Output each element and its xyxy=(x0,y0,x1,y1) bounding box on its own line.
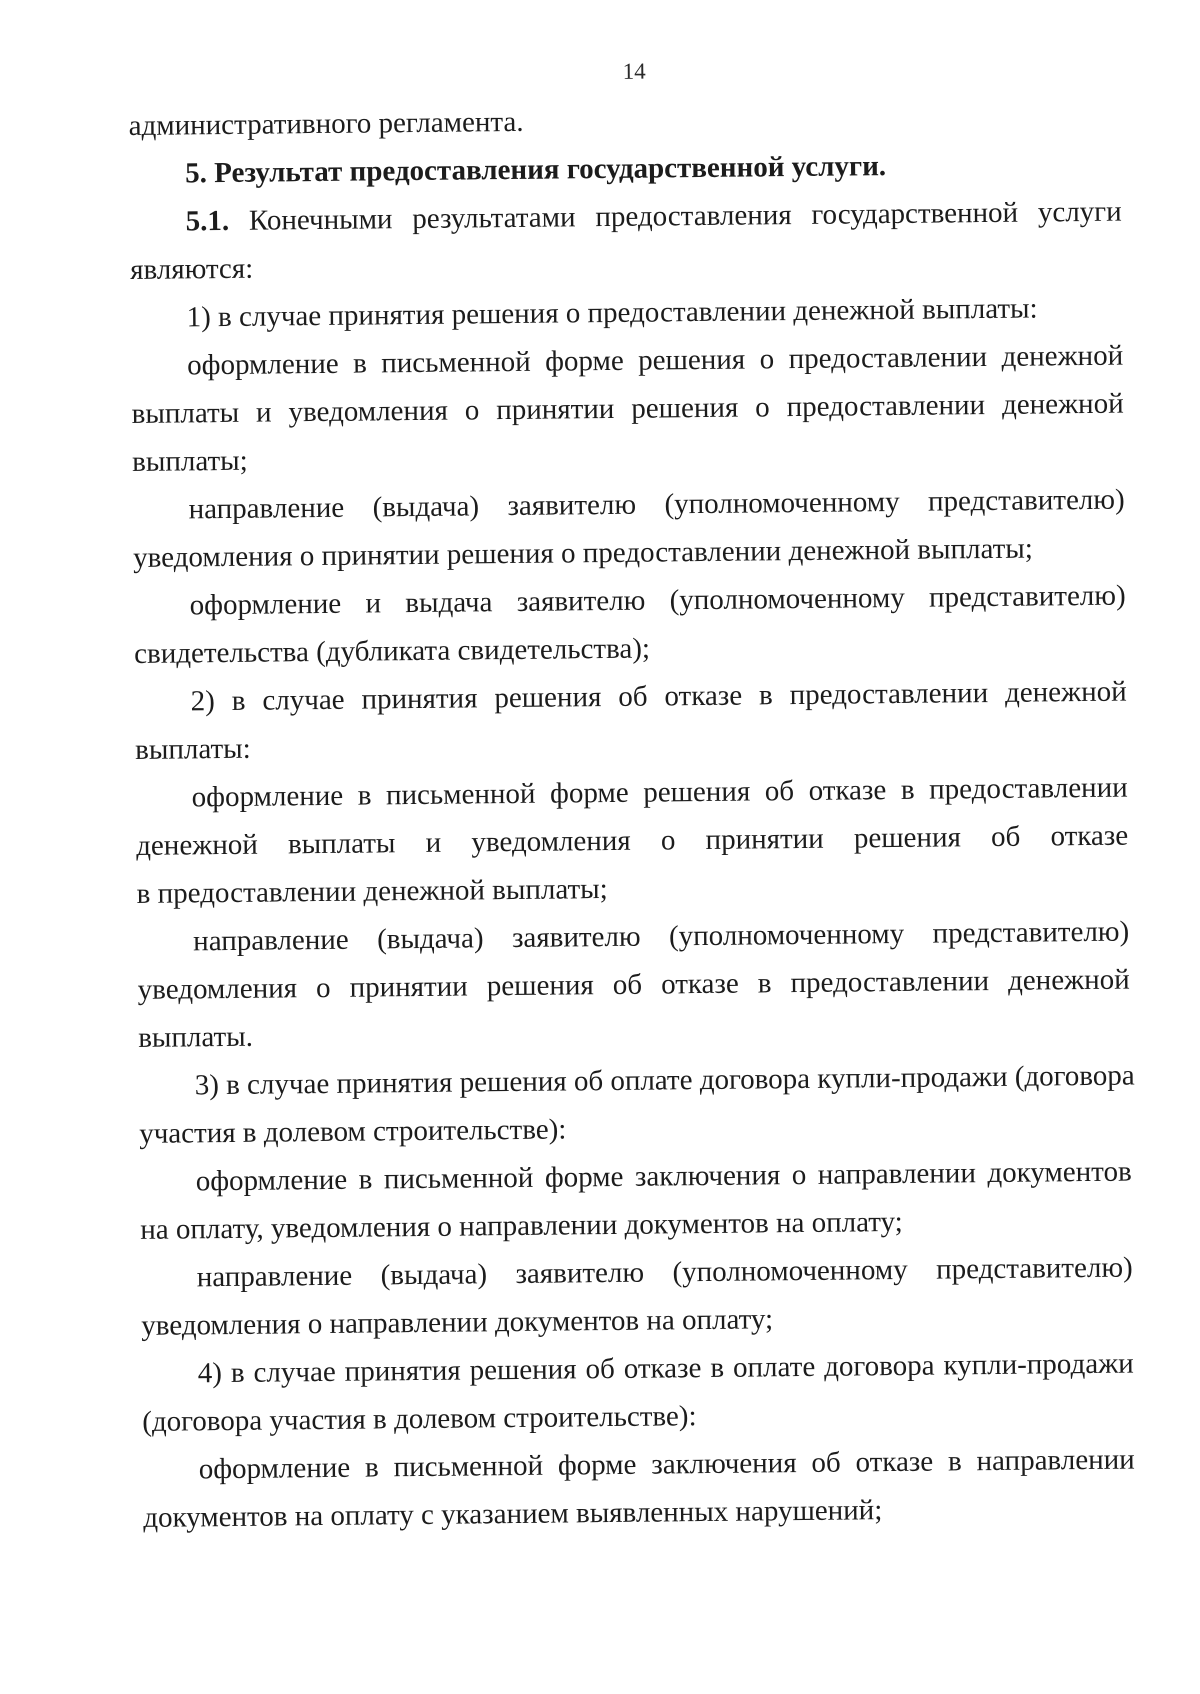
text-line: оформление в письменной форме заключения об отказе в направлении xyxy=(198,1443,1135,1486)
list-item-heading: 1) в случае принятия решения о предоставлении денежной выплаты: xyxy=(186,292,1038,334)
list-item-heading: 2) в случае принятия решения об отказе в предоставлении денежной xyxy=(190,675,1127,718)
subsection-number: 5.1. xyxy=(185,204,230,238)
text-line: документов на оплату с указанием выявленных нарушений; xyxy=(143,1494,883,1534)
section-heading: 5. Результат предоставления государственной услуги. xyxy=(185,150,887,190)
text-line: выплаты; xyxy=(132,444,248,478)
text-line: уведомления о принятии решения о предоставлении денежной выплаты; xyxy=(133,532,1033,574)
text-line: выплаты. xyxy=(138,1020,254,1054)
text-line: на оплату, уведомления о направлении документов на оплату; xyxy=(140,1205,903,1246)
text-line: оформление в письменной форме решения об отказе в предоставлении xyxy=(191,771,1128,814)
document-body xyxy=(128,52,1135,1542)
text-line: направление (выдача) заявителю (уполномоченному представителю) xyxy=(196,1251,1133,1294)
text-line: уведомления о направлении документов на оплату; xyxy=(141,1303,774,1342)
text-line: денежной выплаты и уведомления о принятии решения об отказе xyxy=(136,819,1129,862)
text-line: (договора участия в долевом строительстве): xyxy=(142,1400,697,1438)
text-line: свидетельства (дубликата свидетельства); xyxy=(134,632,651,670)
text-line: оформление в письменной форме заключения о направлении документов xyxy=(195,1155,1132,1198)
text-line: направление (выдача) заявителю (уполномоченному представителю) xyxy=(193,915,1130,958)
text-line: являются: xyxy=(130,252,254,286)
text-line: направление (выдача) заявителю (уполномоченному представителю) xyxy=(188,483,1125,526)
text-line: в предоставлении денежной выплаты; xyxy=(136,873,608,910)
text-line: административного регламента. xyxy=(128,105,524,142)
text-line: выплаты и уведомления о принятии решения о предоставлении денежной xyxy=(131,387,1124,430)
text-line: участия в долевом строительстве): xyxy=(139,1113,567,1150)
text-line: уведомления о принятии решения об отказе в предоставлении денежной xyxy=(137,963,1130,1006)
list-item-heading: 3) в случае принятия решения об оплате договора купли-продажи (договора xyxy=(194,1059,1135,1102)
list-item-heading: 4) в случае принятия решения об отказе в оплате договора купли-продажи xyxy=(197,1347,1134,1390)
page-number: 14 xyxy=(622,58,646,84)
text-line: оформление в письменной форме решения о предоставлении денежной xyxy=(187,339,1124,382)
text-line: выплаты: xyxy=(135,732,251,766)
text-line: оформление и выдача заявителю (уполномоченному представителю) xyxy=(189,579,1126,622)
text-line-rest: Конечными результатами предоставления государственной услуги xyxy=(248,195,1122,237)
